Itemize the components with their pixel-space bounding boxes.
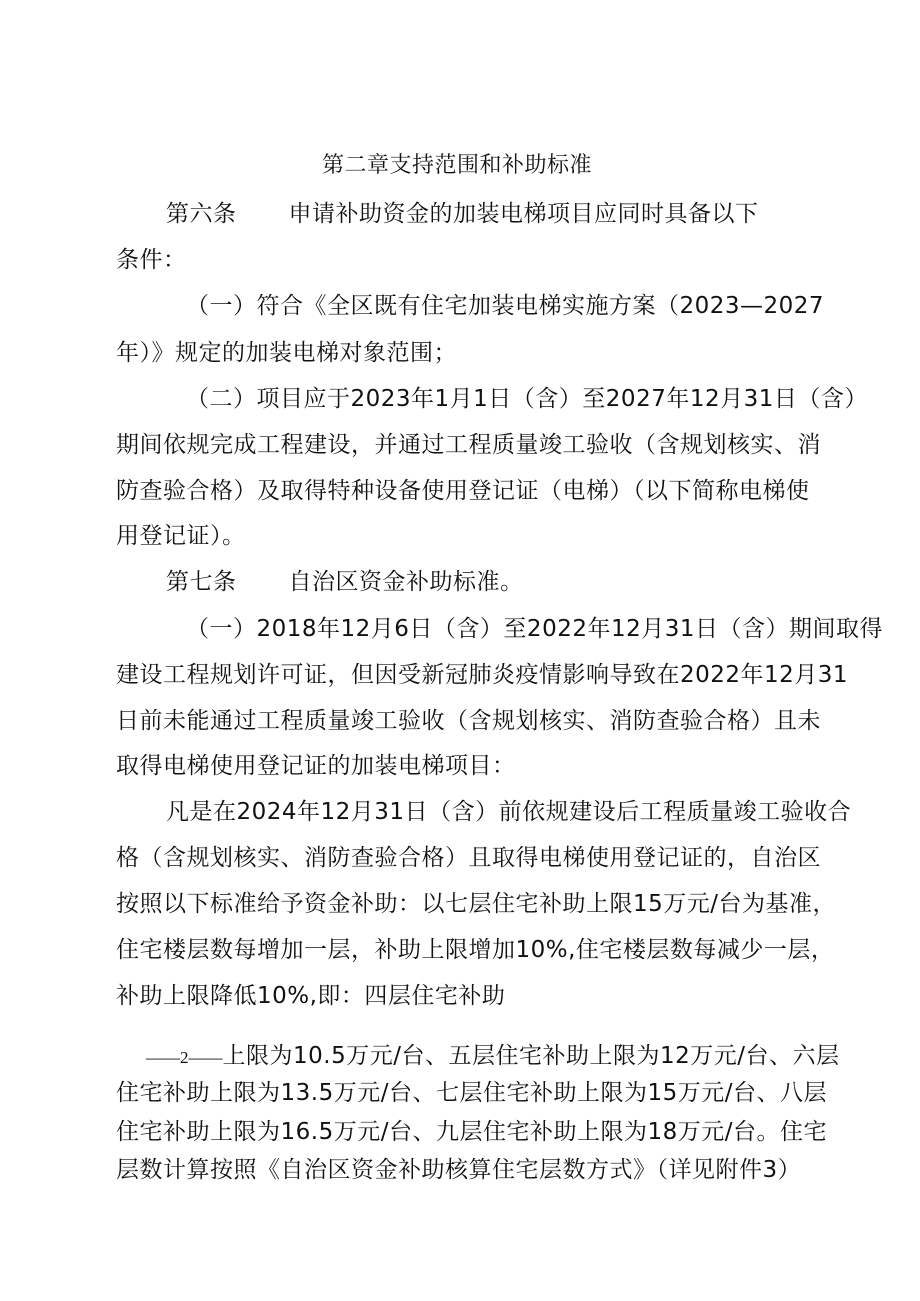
article-6-text: 申请补助资金的加装电梯项目应同时具备以下	[288, 201, 759, 227]
paragraph-line: 住宅补助上限为16.5万元/台、九层住宅补助上限为18万元/台。住宅	[116, 1119, 827, 1145]
paragraph-line: 建设工程规划许可证，但因受新冠肺炎疫情影响导致在2022年12月31	[116, 662, 849, 688]
paragraph-line: 住宅补助上限为13.5万元/台、七层住宅补助上限为15万元/台、八层	[116, 1080, 827, 1106]
paragraph-line: 补助上限降低10%,即：四层住宅补助	[116, 983, 506, 1009]
paragraph-line: （二）项目应于2023年1月1日（含）至2027年12月31日（含）	[186, 386, 868, 412]
article-7-label: 第七条	[166, 569, 237, 595]
paragraph-line: 用登记证）。	[116, 523, 246, 549]
paragraph-line: 日前未能通过工程质量竣工验收（含规划核实、消防查验合格）且未	[116, 708, 821, 734]
page-number: ——2——	[146, 1048, 223, 1067]
chapter-title: 第二章支持范围和补助标准	[322, 153, 593, 178]
continued-text: 上限为10.5万元/台、五层住宅补助上限为12万元/台、六层	[222, 1043, 840, 1069]
article-6-first-line	[166, 199, 759, 229]
paragraph-line: 凡是在2024年12月31日（含）前依规建设后工程质量竣工验收合	[166, 799, 852, 825]
paragraph-line: 条件：	[116, 247, 187, 273]
paragraph-line: 住宅楼层数每增加一层，补助上限增加10%,住宅楼层数每减少一层，	[116, 937, 835, 963]
paragraph-line: 期间依规完成工程建设，并通过工程质量竣工验收（含规划核实、消	[116, 432, 821, 458]
article-7-text: 自治区资金补助标准。	[288, 569, 524, 595]
paragraph-line: 取得电梯使用登记证的加装电梯项目：	[116, 753, 516, 779]
article-6-label: 第六条	[166, 201, 237, 227]
paragraph-line: 年）》规定的加装电梯对象范围；	[116, 340, 457, 366]
paragraph-line: 格（含规划核实、消防查验合格）且取得电梯使用登记证的，自治区	[116, 845, 821, 871]
paragraph-line: （一）2018年12月6日（含）至2022年12月31日（含）期间取得	[186, 616, 883, 642]
continued-first-line	[146, 1041, 839, 1073]
paragraph-line: 防查验合格）及取得特种设备使用登记证（电梯）（以下简称电梯使	[116, 478, 810, 504]
paragraph-line: 按照以下标准给予资金补助：以七层住宅补助上限15万元/台为基准，	[116, 891, 837, 917]
paragraph-line: （一）符合《全区既有住宅加装电梯实施方案（2023—2027	[186, 293, 825, 319]
paragraph-line: 层数计算按照《自治区资金补助核算住宅层数方式》（详见附件3）	[116, 1157, 802, 1183]
article-7-line	[166, 567, 524, 597]
